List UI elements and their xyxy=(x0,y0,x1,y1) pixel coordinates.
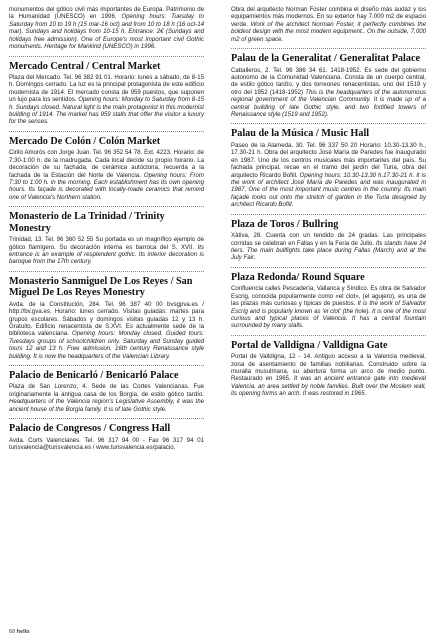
entry-heading: Mercado Central / Central Market xyxy=(9,60,161,72)
entry-plaza-toros xyxy=(231,219,426,262)
entry-heading: Palau de la Música / Music Hall xyxy=(231,128,370,140)
dotted-divider xyxy=(231,123,426,124)
entry-text: Plaza del Mercado. Tel. 96 382 91 01. Horario: lunes a sábado, de 8-15 h. Domingos cerrado. La luz es la principal protagonista de este edificio modernista de 1914. El mercado consta de 959 puestos, que suponen un lujo para los sentidos. Opening hours: Monday to Saturday from 8-15 h. Sundays closed. Natural light is the main protagonist in this modernist building of 1914. The market has 959 stalls that offer the visitor a luxury for the senses. xyxy=(9,73,204,126)
entry-text: Trinidad, 13. Tel. 96 360 52 55 Su portada es un magnífico ejemplo de gótico flamígero. Su decoración interna es barroca del S. XVII. Its entrance is an example of resplendent gothic. Its interior decoration is baroque from the 17th century. xyxy=(9,236,204,266)
entry-text: Obra del arquitecto Norman Foster combina el diseño más audaz y los equipamientos más modernos. En su exterior hay 7.000 m2 de espacio verde. Work of the architect Norman Foster, it perfectly combines the boldest design with the most modern equipment.. On the outside, 7,000 m2 of green space. xyxy=(231,6,426,43)
entry-text: Caballeros, 2. Tel. 96 386 34 61. 1418-1952. Es sede del gobierno autonomo de la Comunidad Valenciana. Consta de un cuerpo central, de estilo gótico tardío, y dos torreones renacentistas, uno del 1519 y otro del 1952 (1418-1952) This is the headquarters of the autonomous regional government of the Valencian Community. It is made up of a central building of late Gothic style, and two fortified towers of Renaissance style (1519 and 1952). xyxy=(231,66,427,119)
entry-palau-musica xyxy=(231,128,426,208)
left-column xyxy=(9,6,204,451)
dotted-divider xyxy=(9,206,204,207)
entry-portal-valldigna xyxy=(231,340,426,398)
entry-mercado-colon xyxy=(9,136,204,201)
entry-congresos-continued xyxy=(231,6,426,43)
entry-text: Avda. de la Constitución, 284. Tel. 96 387 40 00 bvsgpva.es / http://bv.gva.es. Horario: lunes cerrado. Visitas guiadas: martes para grupos escolares. Sábados y domingos visitas guiadas 12 y 13 h. Gratuito. Edificio renacentista de S.XVI. Es actualmente sede de la biblioteca valenciana. Opening hours: Monday closed. Guided tours: Tuesdays groups of schoolchildren only. Saturday and Sunday guided tours 12 and 13 h. Free admission. 16th century Renaissance style building. It is now the headquarters of the Valencian Library. xyxy=(9,300,204,360)
entry-heading: Plaza Redonda/ Round Square xyxy=(231,271,365,283)
dotted-divider xyxy=(9,56,204,57)
entry-monasterio-trinidad xyxy=(9,211,204,266)
entry-text: Paseo de la Alameda, 30. Tel. 96 337 50 20 Horario: 10.30-13.30 h., 17.30-21 h. Obra del arquitecto José María de Paredes fue inaugurado en 1987. Uno de los centros musicales más importantes del país. Su fachada principal, recae en el tramo del jardín del Turia, obra del arquitecto Ricardo Bofill. Opening hours: 10.30-13.30 h.17.30-21 h. It is the work of architect José María de Paredes and was inaugurated in 1987. One of the most important music centres in the country. Its main façade looks out onto the stretch of garden in the Turia designed by architect Ricardo Bofill. xyxy=(231,141,426,209)
entry-heading: Monasterio Sanmiguel De Los Reyes / San Miguel De Los Reyes Monestry xyxy=(9,275,193,299)
dotted-divider xyxy=(9,418,204,419)
entry-text: Portal de Valldigna, 12 - 14. Antiguo acceso a la Valencia medieval, zona de asentamiento de familias nobiliarias. Construido sobre la muralla musulmana, su abertura forma un arco de medio punto. Restaurado en 1965. It was an ancient entrance gate into medieval Valencia, an area settled by noble families. Built over the Moslem wall, its opening forms an arch. It was restored in 1965. xyxy=(231,353,426,398)
entry-lonja-continued xyxy=(9,6,204,51)
entry-text: monumentos del gótico civil más importantes de Europa. Patrimonio de la Humanidad (UNESCO) en 1996. Opening hours: Tuesday to Saturday from 10 to 19 h (15 mar-16 oct) and from 10 to 18 h (16 oct-14 mar). Sundays and holidays from 10-15 h. Entrance: 2€ (Sundays and holidays free admission). One of Europe's most important civil Gothic monuments. Heritage for Mankind (UNESCO) in 1996. xyxy=(9,6,204,51)
entry-monasterio-san-miguel xyxy=(9,276,204,360)
dotted-divider xyxy=(231,214,426,215)
entry-text: Xàtiva, 28. Cuenta con un tendido de 24 gradas. Las principales corridas se celebran en Fallas y en la Feria de Julio. Its stands have 24 tiers. The main bullfights take place during Fallas (March) and at the July Fair. xyxy=(231,232,426,262)
entry-heading: Monasterio de La Trinidad / Trinity Monestry xyxy=(9,211,165,234)
dotted-divider xyxy=(231,48,426,49)
dotted-divider xyxy=(9,131,204,132)
entry-text: Cirilo Amorós con Jorge Juan. Tel. 96 352 54 78. Ext. 4223. Horario: de 7:30-1:00 h. de la madrugada. Cada local decide su propio horario. La decoración de su fachada, de cerámica autóctona, recuerda a la fachada de la Estación del Norte de Valencia. Opening hours: From 7:30 to 1:00 h. in the morning. Each establishment has its own opening hours. Its façade is decorated with locally-made ceramics that remind one of Valencia's Northern station. xyxy=(9,149,204,201)
dotted-divider xyxy=(9,365,204,366)
entry-heading: Palacio de Congresos / Congress Hall xyxy=(9,423,171,435)
entry-mercado-central xyxy=(9,61,204,126)
entry-plaza-redonda xyxy=(231,272,426,330)
page-footer xyxy=(9,629,30,636)
page-number: 68 xyxy=(9,629,16,635)
entry-text: Avda. Corts Valencianes. Tel. 96 317 94 00 - Fax 96 317 94 01 turisvalencia@turisvalencia.es / www.turisvalencia.es/palacio. xyxy=(9,436,204,451)
entry-heading: Mercado De Colón / Colón Market xyxy=(9,135,161,147)
entry-text: Plaza de San Lorenzo, 4. Sede de las Cortes Valencianas. Fue originariamente la antigua casa de los Borgia, de estilo gótico tardío. Headquarters of the Valencia region's Legislative Assembly, it was the ancient house of the Borgia family. It is of late Gothic style. xyxy=(9,383,204,413)
dotted-divider xyxy=(231,267,426,268)
dotted-divider xyxy=(9,271,204,272)
entry-heading: Plaza de Toros / Bullring xyxy=(231,218,339,230)
entry-palacio-benicarlo xyxy=(9,370,204,413)
dotted-divider xyxy=(231,335,426,336)
entry-heading: Portal de Valldigna / Valldigna Gate xyxy=(231,339,388,351)
entry-palau-generalitat xyxy=(231,53,426,118)
entry-palacio-congresos xyxy=(9,423,204,451)
entry-heading: Palacio de Benicarló / Benicarló Palace xyxy=(9,370,179,382)
right-column xyxy=(231,6,426,398)
entry-heading: Palau de la Generalitat / Generalitat Palace xyxy=(231,53,420,65)
entry-text: Confluencia calles Pescadería, Vallanca y Síndico. Es obra de Salvador Escrig, conocida popularmente como «el clot», (el agujero), es una de las plazas más curiosas y típicas de puestos. It is the work of Salvador Escrig and is popularly known as 'el clot' (the hole). It is one of the most curious and typical places of Valencia. It has a central fountain surrounded by many stalls. xyxy=(231,285,426,330)
footer-label: hello xyxy=(16,629,30,635)
